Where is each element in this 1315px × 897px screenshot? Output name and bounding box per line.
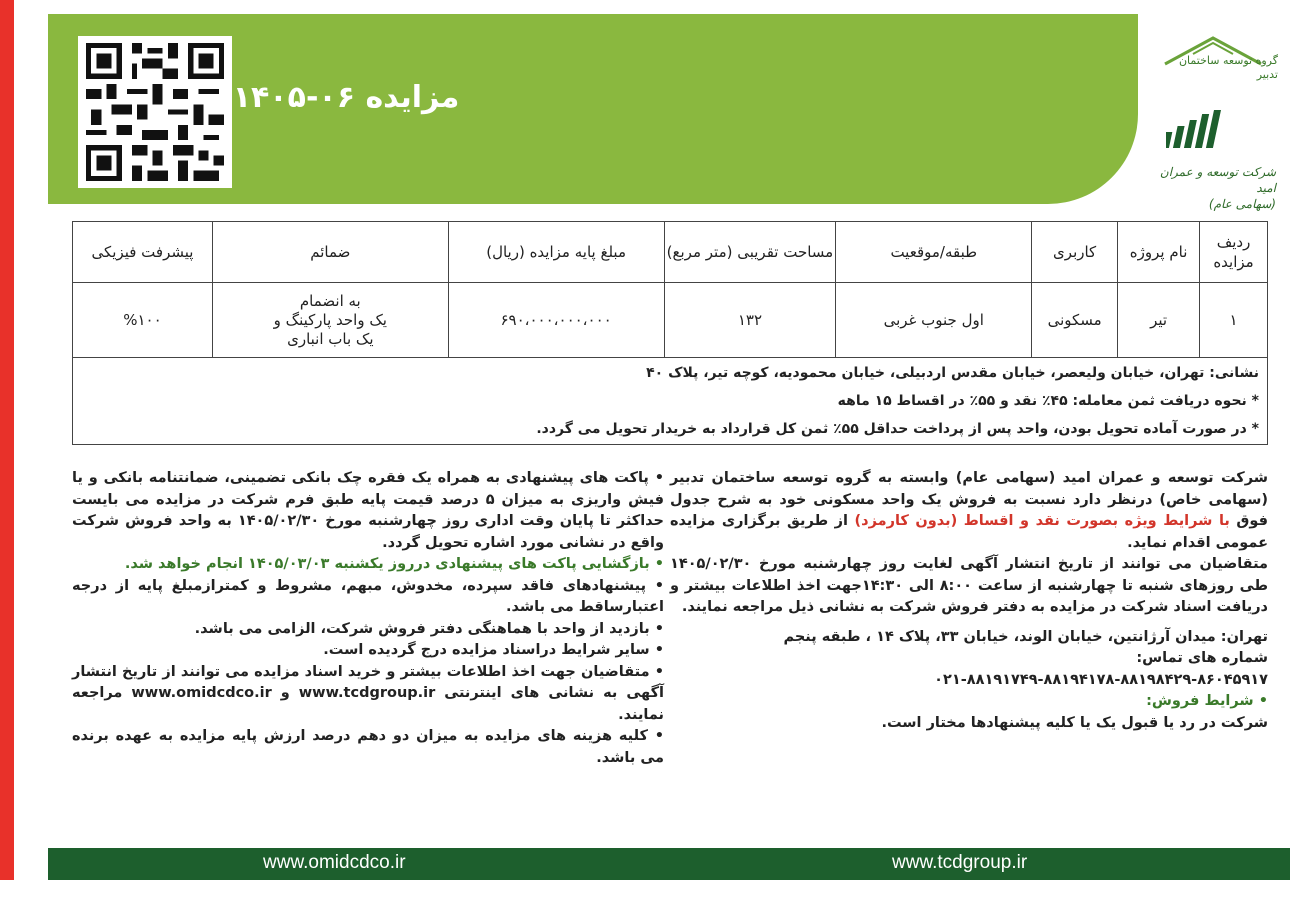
phone-numbers: ۰۲۱-۸۸۱۹۱۷۴۹-۸۸۱۹۴۱۷۸-۸۸۱۹۸۴۲۹-۸۶۰۴۵۹۱۷ — [934, 671, 1268, 688]
bullet-other: • سایر شرایط دراسناد مزایده درج گردیده است. — [323, 642, 664, 658]
qr-code-icon — [78, 36, 232, 188]
header-cell: نام پروژه — [1118, 222, 1200, 283]
tcdgroup-link[interactable]: www.tcdgroup.ir — [298, 685, 436, 701]
header-cell: پیشرفت فیزیکی — [73, 222, 213, 283]
table-info-row — [73, 358, 1268, 445]
body-columns — [72, 468, 1268, 848]
bullet-websites: • متقاضیان جهت اخذ اطلاعات بیشتر و خرید اسناد مزایده می توانند از تاریخ انتشار آگهی به نشانی های اینترنتی www.tcdgroup.ir و www.omidcdco.ir مراجعه نمایند. — [72, 663, 664, 723]
header-cell: کاربری — [1032, 222, 1118, 283]
bullet-deposit: • پاکت های پیشنهادی به همراه یک فقره چک بانکی تضمینی، ضمانتنامه بانکی و یا فیش واریزی به میزان ۵ درصد قیمت پایه طبق فرم شرکت در مزایده می بایست حداکثر تا پایان وقت اداری روز چهارشنبه مورخ ۱۴۰۵/۰۲/۳۰ به واحد فروش شرکت واقع در نشانی مورد اشاره تحویل گردد. — [72, 470, 664, 551]
auction-table — [72, 221, 1268, 445]
omid-bars-logo-icon — [1166, 110, 1226, 150]
bullet-opening: • بازگشایی پاکت های پیشنهادی درروز یکشنبه ۱۴۰۵/۰۳/۰۳ انجام خواهد شد. — [124, 556, 664, 572]
company-logo-text: شرکت توسعه و عمران امید (سهامی عام) — [1159, 165, 1276, 211]
right-column — [670, 468, 1268, 734]
auction-announcement — [48, 14, 1290, 880]
row-attachments: به انضمام یک واحد پارکینگ و یک باب انباری — [212, 283, 448, 358]
bullet-costs: • کلیه هزینه های مزایده به میزان دو دهم درصد ارزش پایه مزایده به عهده برنده می باشد. — [72, 728, 664, 766]
omidcdco-link[interactable]: www.omidcdco.ir — [131, 685, 272, 701]
property-info — [73, 358, 1268, 445]
intro-paragraph: شرکت توسعه و عمران امید (سهامی عام) وابسته به گروه توسعه ساختمان تدبیر (سهامی خاص) درنظر دارد نسبت به فروش یک واحد مسکونی خود به شرح جدول فوق با شرایط ویژه بصورت نقد و اقساط (بدون کارمزد) از طریق برگزاری مزایده عمومی اقدام نماید. — [670, 470, 1268, 551]
footer-omidcdco-link[interactable]: www.omidcdco.ir — [263, 852, 406, 873]
table-header-row — [73, 222, 1268, 283]
row-price: ۶۹۰،۰۰۰،۰۰۰،۰۰۰ — [448, 283, 664, 358]
group-logo-text: گروه توسعه ساختمان تدبیر — [1178, 54, 1278, 81]
row-progress: %۱۰۰ — [73, 283, 213, 358]
header-cell: مساحت تقریبی (متر مربع) — [664, 222, 836, 283]
payment-terms: * نحوه دریافت ثمن معامله: ۴۵٪ نقد و ۵۵٪ در اقساط ۱۵ ماهه — [837, 393, 1259, 409]
office-address: تهران: میدان آرژانتین، خیابان الوند، خیابان ۳۳، پلاک ۱۴ ، طبقه پنجم — [783, 628, 1268, 645]
row-index: ۱ — [1200, 283, 1268, 358]
footer-tcdgroup-link[interactable]: www.tcdgroup.ir — [892, 852, 1028, 873]
visit-paragraph: متقاضیان می توانند از تاریخ انتشار آگهی لغایت روز چهارشنبه مورخ ۱۴۰۵/۰۲/۳۰ طی روزهای شنبه تا چهارشنبه از ساعت ۸:۰۰ الی ۱۴:۳۰جهت اخذ اطلاعات بیشتر و دریافت اسناد شرکت در مزایده به دفتر فروش شرکت به نشانی ذیل مراجعه نمایند. — [670, 556, 1268, 615]
header-cell: مبلغ پایه مزایده (ریال) — [448, 222, 664, 283]
row-project: تیر — [1118, 283, 1200, 358]
header-cell: طبقه/موقعیت — [836, 222, 1032, 283]
row-area: ۱۳۲ — [664, 283, 836, 358]
sale-conditions-text: شرکت در رد یا قبول یک یا کلیه پیشنهادها مختار است. — [881, 714, 1268, 731]
header-cell: ردیف مزایده — [1200, 222, 1268, 283]
bullet-invalid: • پیشنهادهای فاقد سپرده، مخدوش، مبهم، مشروط و کمترازمبلغ پایه از درجه اعتبارساقط می باشد. — [72, 577, 664, 615]
left-red-stripe — [0, 0, 14, 880]
company-logos — [1138, 14, 1290, 214]
footer-bar — [48, 848, 1290, 880]
table-row — [73, 283, 1268, 358]
page-title: مزایده ۰۶-۱۴۰۵ — [232, 80, 460, 115]
row-usage: مسکونی — [1032, 283, 1118, 358]
sale-conditions-title: • شرایط فروش: — [1146, 693, 1268, 709]
phone-label: شماره های تماس: — [1136, 650, 1268, 666]
header — [48, 14, 1290, 214]
bullet-visit: • بازدید از واحد با هماهنگی دفتر فروش شرکت، الزامی می باشد. — [194, 620, 664, 637]
left-column — [72, 468, 664, 769]
header-cell: ضمائم — [212, 222, 448, 283]
special-terms-text: با شرایط ویژه بصورت نقد و اقساط (بدون کارمزد) — [854, 513, 1230, 529]
property-address: نشانی: تهران، خیابان ولیعصر، خیابان مقدس اردبیلی، خیابان محمودیه، کوچه تیر، پلاک ۴۰ — [646, 365, 1259, 381]
delivery-terms: * در صورت آماده تحویل بودن، واحد پس از پرداخت حداقل ۵۵٪ ثمن کل قرارداد به خریدار تحویل می گردد. — [536, 421, 1259, 437]
row-floor: اول جنوب غربی — [836, 283, 1032, 358]
